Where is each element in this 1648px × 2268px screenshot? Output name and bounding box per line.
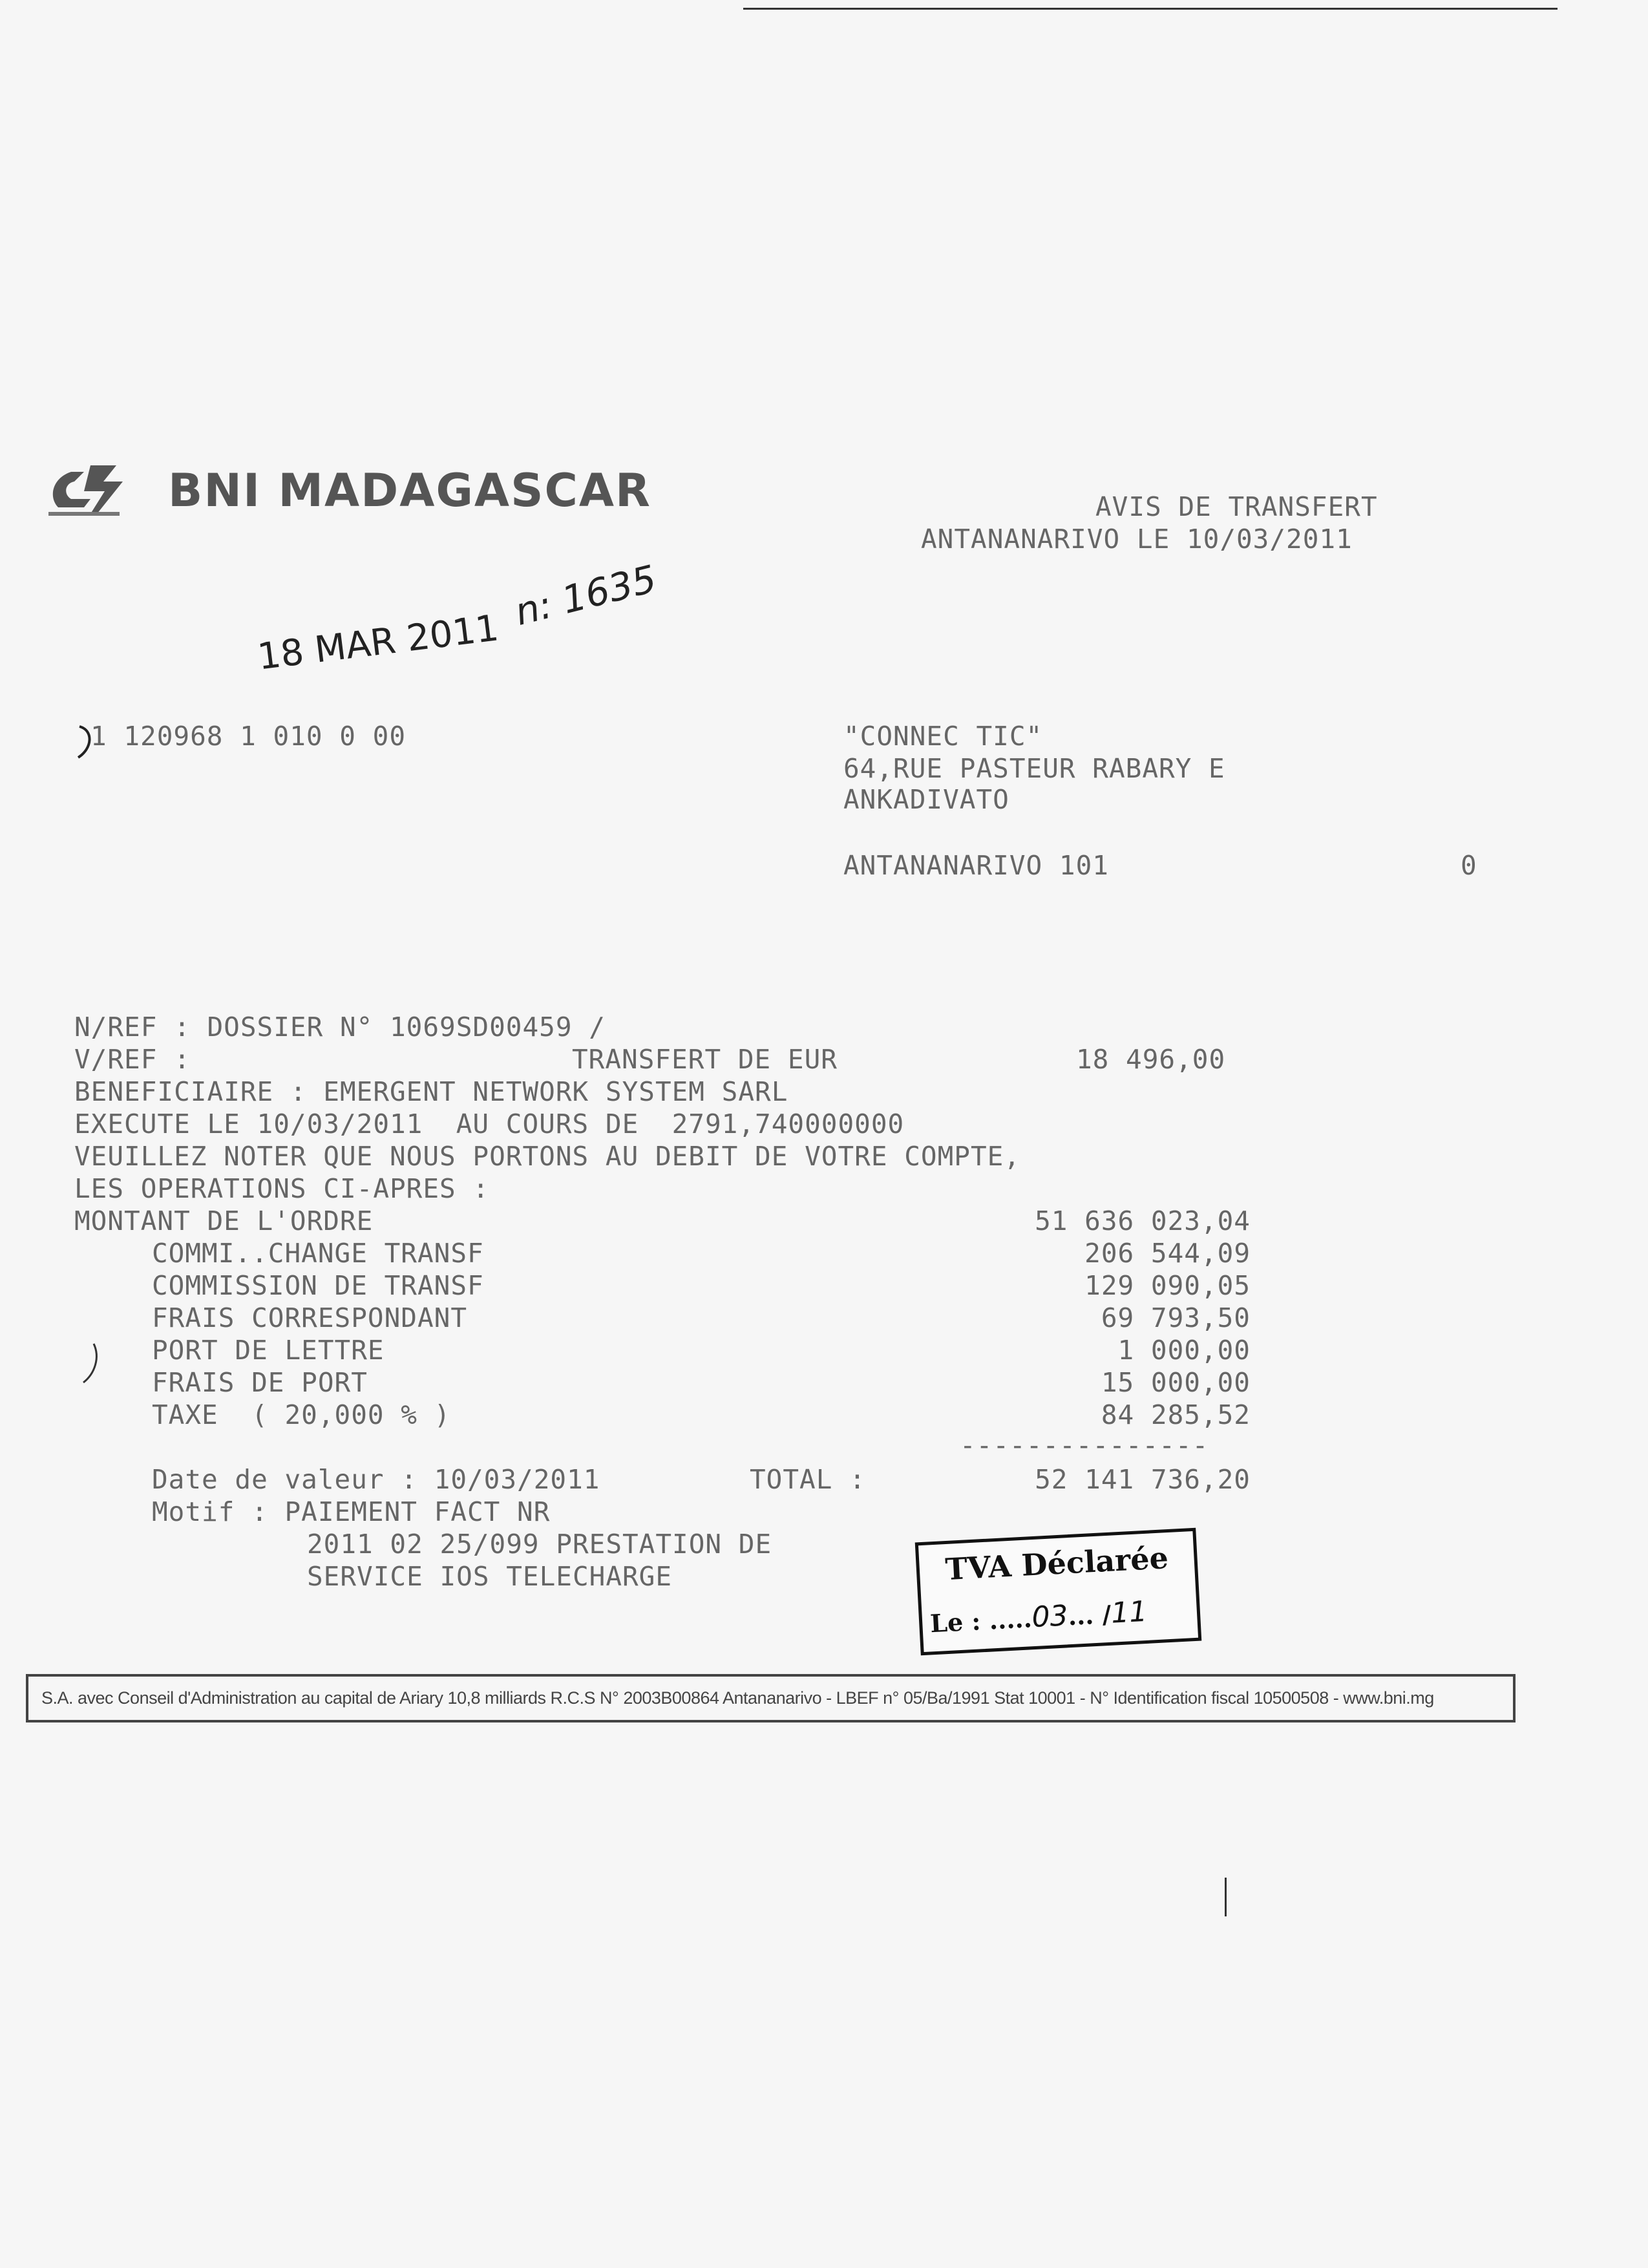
operation-amount: 129 090,05 [1084,1270,1251,1301]
operation-label: PORT DE LETTRE [152,1335,385,1366]
transfer-amount-eur: 18 496,00 [1076,1044,1226,1075]
stamp-le-value2: 11 [1110,1595,1148,1630]
handwritten-tick-2 [81,1341,107,1386]
bank-logo [45,446,743,530]
operation-label: COMMI..CHANGE TRANSF [152,1238,484,1269]
stamp-title: TVA Déclarée [944,1540,1170,1587]
total-amount: 52 141 736,20 [1035,1464,1251,1495]
recipient-code: 0 [1461,850,1477,881]
received-date-stamp: 18 MAR 2011 [255,607,502,679]
stamp-le-value: 03 [1031,1599,1069,1635]
stamp-date [929,1595,1148,1640]
operation-label: MONTANT DE L'ORDRE [74,1205,374,1236]
tva-declared-stamp [915,1528,1202,1656]
stamp-le-sep: ... / [1067,1599,1112,1631]
execution-line: EXECUTE LE 10/03/2011 AU COURS DE 2791,740000000 [74,1108,905,1139]
debit-notice-1: VEUILLEZ NOTER QUE NOUS PORTONS AU DEBIT DE VOTRE COMPTE, [74,1141,1020,1172]
operation-label: COMMISSION DE TRANSF [152,1270,484,1301]
operation-amount: 1 000,00 [1117,1335,1251,1366]
recipient-address-line1: 64,RUE PASTEUR RABARY E [843,753,1225,784]
document-title: AVIS DE TRANSFERT [1095,491,1378,522]
handwritten-number: n: 1635 [511,556,661,634]
handwritten-tick-1 [74,723,100,761]
operation-amount: 15 000,00 [1101,1367,1251,1398]
recipient-name: "CONNEC TIC" [843,721,1043,752]
our-reference: N/REF : DOSSIER N° 1069SD00459 / [74,1012,606,1043]
operation-amount: 206 544,09 [1084,1238,1251,1269]
transfer-description: TRANSFERT DE EUR [572,1044,838,1075]
operation-amount: 84 285,52 [1101,1399,1251,1430]
stamp-le-label: Le : ..... [929,1604,1033,1638]
operation-label: FRAIS CORRESPONDANT [152,1302,467,1333]
bank-emblem-icon [45,452,162,524]
account-number: 1 120968 1 010 0 00 [90,721,406,752]
operation-amount: 69 793,50 [1101,1302,1251,1333]
recipient-address-line2: ANKADIVATO [843,784,1009,815]
scan-edge-line [743,8,1558,10]
beneficiary: BENEFICIAIRE : EMERGENT NETWORK SYSTEM SARL [74,1076,788,1107]
value-date: Date de valeur : 10/03/2011 [152,1464,600,1495]
place-date: ANTANANARIVO LE 10/03/2011 [921,524,1353,555]
motif-line2: 2011 02 25/099 PRESTATION DE [307,1529,772,1560]
debit-notice-2: LES OPERATIONS CI-APRES : [74,1173,490,1204]
recipient-city: ANTANANARIVO 101 [843,850,1109,881]
operation-label: FRAIS DE PORT [152,1367,368,1398]
bank-name: BNI MADAGASCAR [168,464,651,517]
legal-footer: S.A. avec Conseil d'Administration au capital de Ariary 10,8 milliards R.C.S N° 2003B00864 Antananarivo - LBEF n° 05/Ba/1991 Stat 10001 - N° Identification fiscal 10500508 - www.bni.mg [26,1674,1516,1722]
stray-mark [1225,1878,1227,1916]
total-label: TOTAL : [750,1464,866,1495]
operation-label: TAXE ( 20,000 % ) [152,1399,451,1430]
motif-line3: SERVICE IOS TELECHARGE [307,1561,673,1592]
your-reference-label: V/REF : [74,1044,191,1075]
total-separator: --------------- [960,1430,1209,1461]
operation-amount: 51 636 023,04 [1035,1205,1251,1236]
motif-line1: Motif : PAIEMENT FACT NR [152,1496,551,1527]
